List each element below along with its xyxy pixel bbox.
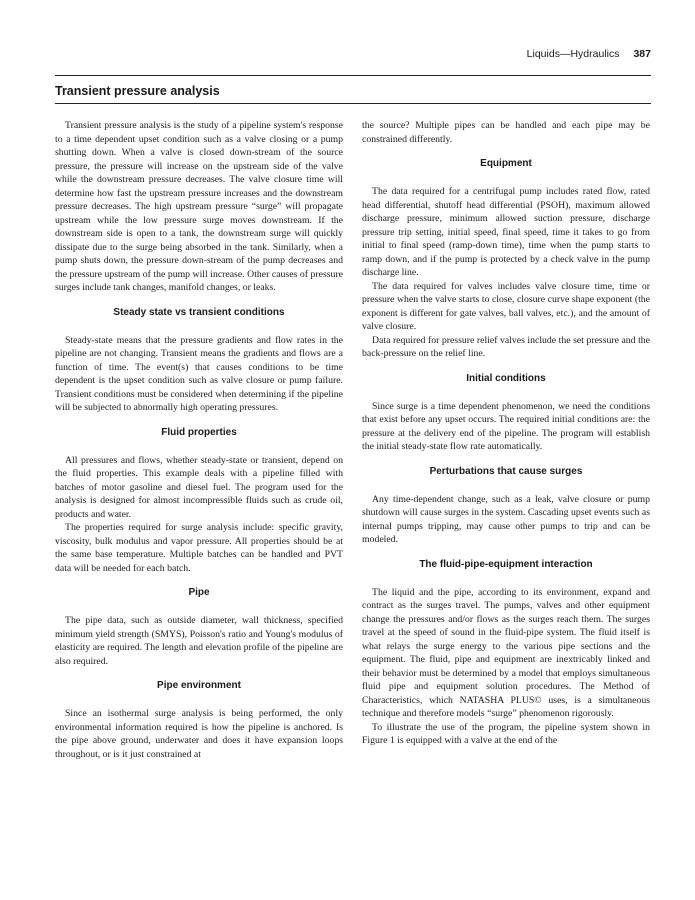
illustrate-paragraph: To illustrate the use of the program, the pipeline system shown in Figure 1 is equipped with a valve at the end of the (362, 721, 650, 746)
running-title: Liquids—Hydraulics (526, 48, 620, 60)
page-number: 387 (633, 48, 651, 60)
heading-pipe: Pipe (188, 587, 210, 598)
equipment-paragraph-2: The data required for valves includes valve closure time, time or pressure when the valve starts to close, closure curve shape exponent (the exponent is different for gate valves, ball valves, etc.), and the amount of valve closure. (362, 280, 650, 332)
right-column (362, 119, 650, 748)
steady-state-paragraph: Steady-state means that the pressure gradients and flow rates in the pipeline are not changing. Transient means the gradients and flows are a function of time. The event(s) that causes conditions to be time dependent is the upset condition such as valve closure or pump failure. Transient conditions must be considered when determining if the pipeline will be subjected to abnormally high operating pressures. (55, 334, 343, 413)
section-title: Transient pressure analysis (55, 84, 220, 98)
heading-steady-state: Steady state vs transient conditions (113, 306, 285, 318)
heading-perturbations: Perturbations that cause surges (429, 465, 583, 477)
heading-fluid-pipe-equipment: The fluid-pipe-equipment interaction (419, 558, 593, 570)
heading-initial-conditions: Initial conditions (466, 372, 546, 384)
perturbations-paragraph: Any time-dependent change, such as a leak, valve closure or pump shutdown will cause surges in the system. Cascading upset events such as internal pumps tripping, may cause other pumps to trip and can be modeled. (362, 493, 650, 545)
pipe-environment-paragraph: Since an isothermal surge analysis is being performed, the only environmental information required is how the pipeline is anchored. Is the pipe above ground, underwater and does it have expansion loops throughout, or is it just constrained at (55, 708, 343, 760)
heading-fluid-properties: Fluid properties (161, 426, 237, 438)
pipe-paragraph: The pipe data, such as outside diameter, wall thickness, specified minimum yield strength (SMYS), Poisson's ratio and Young's modulus of elasticity are required. The length and elevation profile of the pipeline are also required. (55, 615, 343, 667)
running-header (55, 48, 651, 60)
left-column (55, 119, 343, 761)
fluid-paragraph-2: The properties required for surge analysis include: specific gravity, viscosity, bulk modulus and vapor pressure. All properties should be at the same base temperature. Multiple batches can be handled and PVT data will be needed for each batch. (55, 522, 343, 574)
interaction-paragraph: The liquid and the pipe, according to its environment, expand and contract as the surges travel. The pumps, valves and other equipment change the pressures and/or flows as the surges reach them. The surges travel at the speed of sound in the fluid-pipe system. The fluid itself is what relays the surge energy to the various pipe sections and the equipment. The fluid, pipe and equipment are inextricably linked and their behavior must be determined by a model that employs simultaneous fluid pipe and equipment solution procedures. The Method of Characteristics, which NATASHA PLUS© uses, is a simultaneous technique and therefore models “surge” phenomenon rigorously. (362, 586, 650, 719)
section-rule (55, 103, 651, 104)
continuation-paragraph: the source? Multiple pipes can be handled and each pipe may be constrained differently. (362, 120, 650, 145)
fluid-paragraph-1: All pressures and flows, whether steady-state or transient, depend on the fluid properties. This example deals with a pipeline filled with batches of motor gasoline and diesel fuel. The program used for the analysis is designed for almost incompressible fluids such as crude oil, products and water. (55, 454, 343, 520)
initial-conditions-paragraph: Since surge is a time dependent phenomenon, we need the conditions that exist before any upset occurs. The required initial conditions are: the pressure at the delivery end of the pipeline. The program will establish the initial steady-state flow rate automatically. (362, 400, 650, 452)
intro-paragraph: Transient pressure analysis is the study of a pipeline system's response to a time dependent upset condition such as a valve closing or a pump shutting down. When a valve is closed down-stream of the source pressure, the pressure will increase on the upstream side of the valve while the downstream pressure decreases. The valve closure time will determine how fast the upstream pressure increases and the downstream pressure decreases. The high upstream pressure “surge” will propagate upstream while the low pressure surge moves downstream. If the downstream side is open to a tank, the downstream surge will quickly dissipate due to the surge being absorbed in the tank. Similarly, when a pump shuts down, the pressure down-stream of the pump decreases and the pressure upstream of the pump will increase. Other causes of pressure surges include tank changes, manifold changes, or leaks. (55, 120, 343, 293)
header-rule (55, 75, 651, 76)
heading-pipe-environment: Pipe environment (157, 680, 241, 691)
equipment-paragraph-1: The data required for a centrifugal pump includes rated flow, rated head differential, shutoff head differential (PSOH), maximum allowed discharge pressure, minimum allowed suction pressure, discharge pressure trip setting, initial speed, final speed, time it takes to go from initial to final speed (ramp-down time), time when the pump starts to ramp down, and if the pump is protected by a check valve in the pump discharge line. (362, 186, 650, 278)
heading-equipment: Equipment (480, 158, 532, 169)
equipment-paragraph-3: Data required for pressure relief valves include the set pressure and the back-pressure on the relief line. (362, 334, 650, 359)
